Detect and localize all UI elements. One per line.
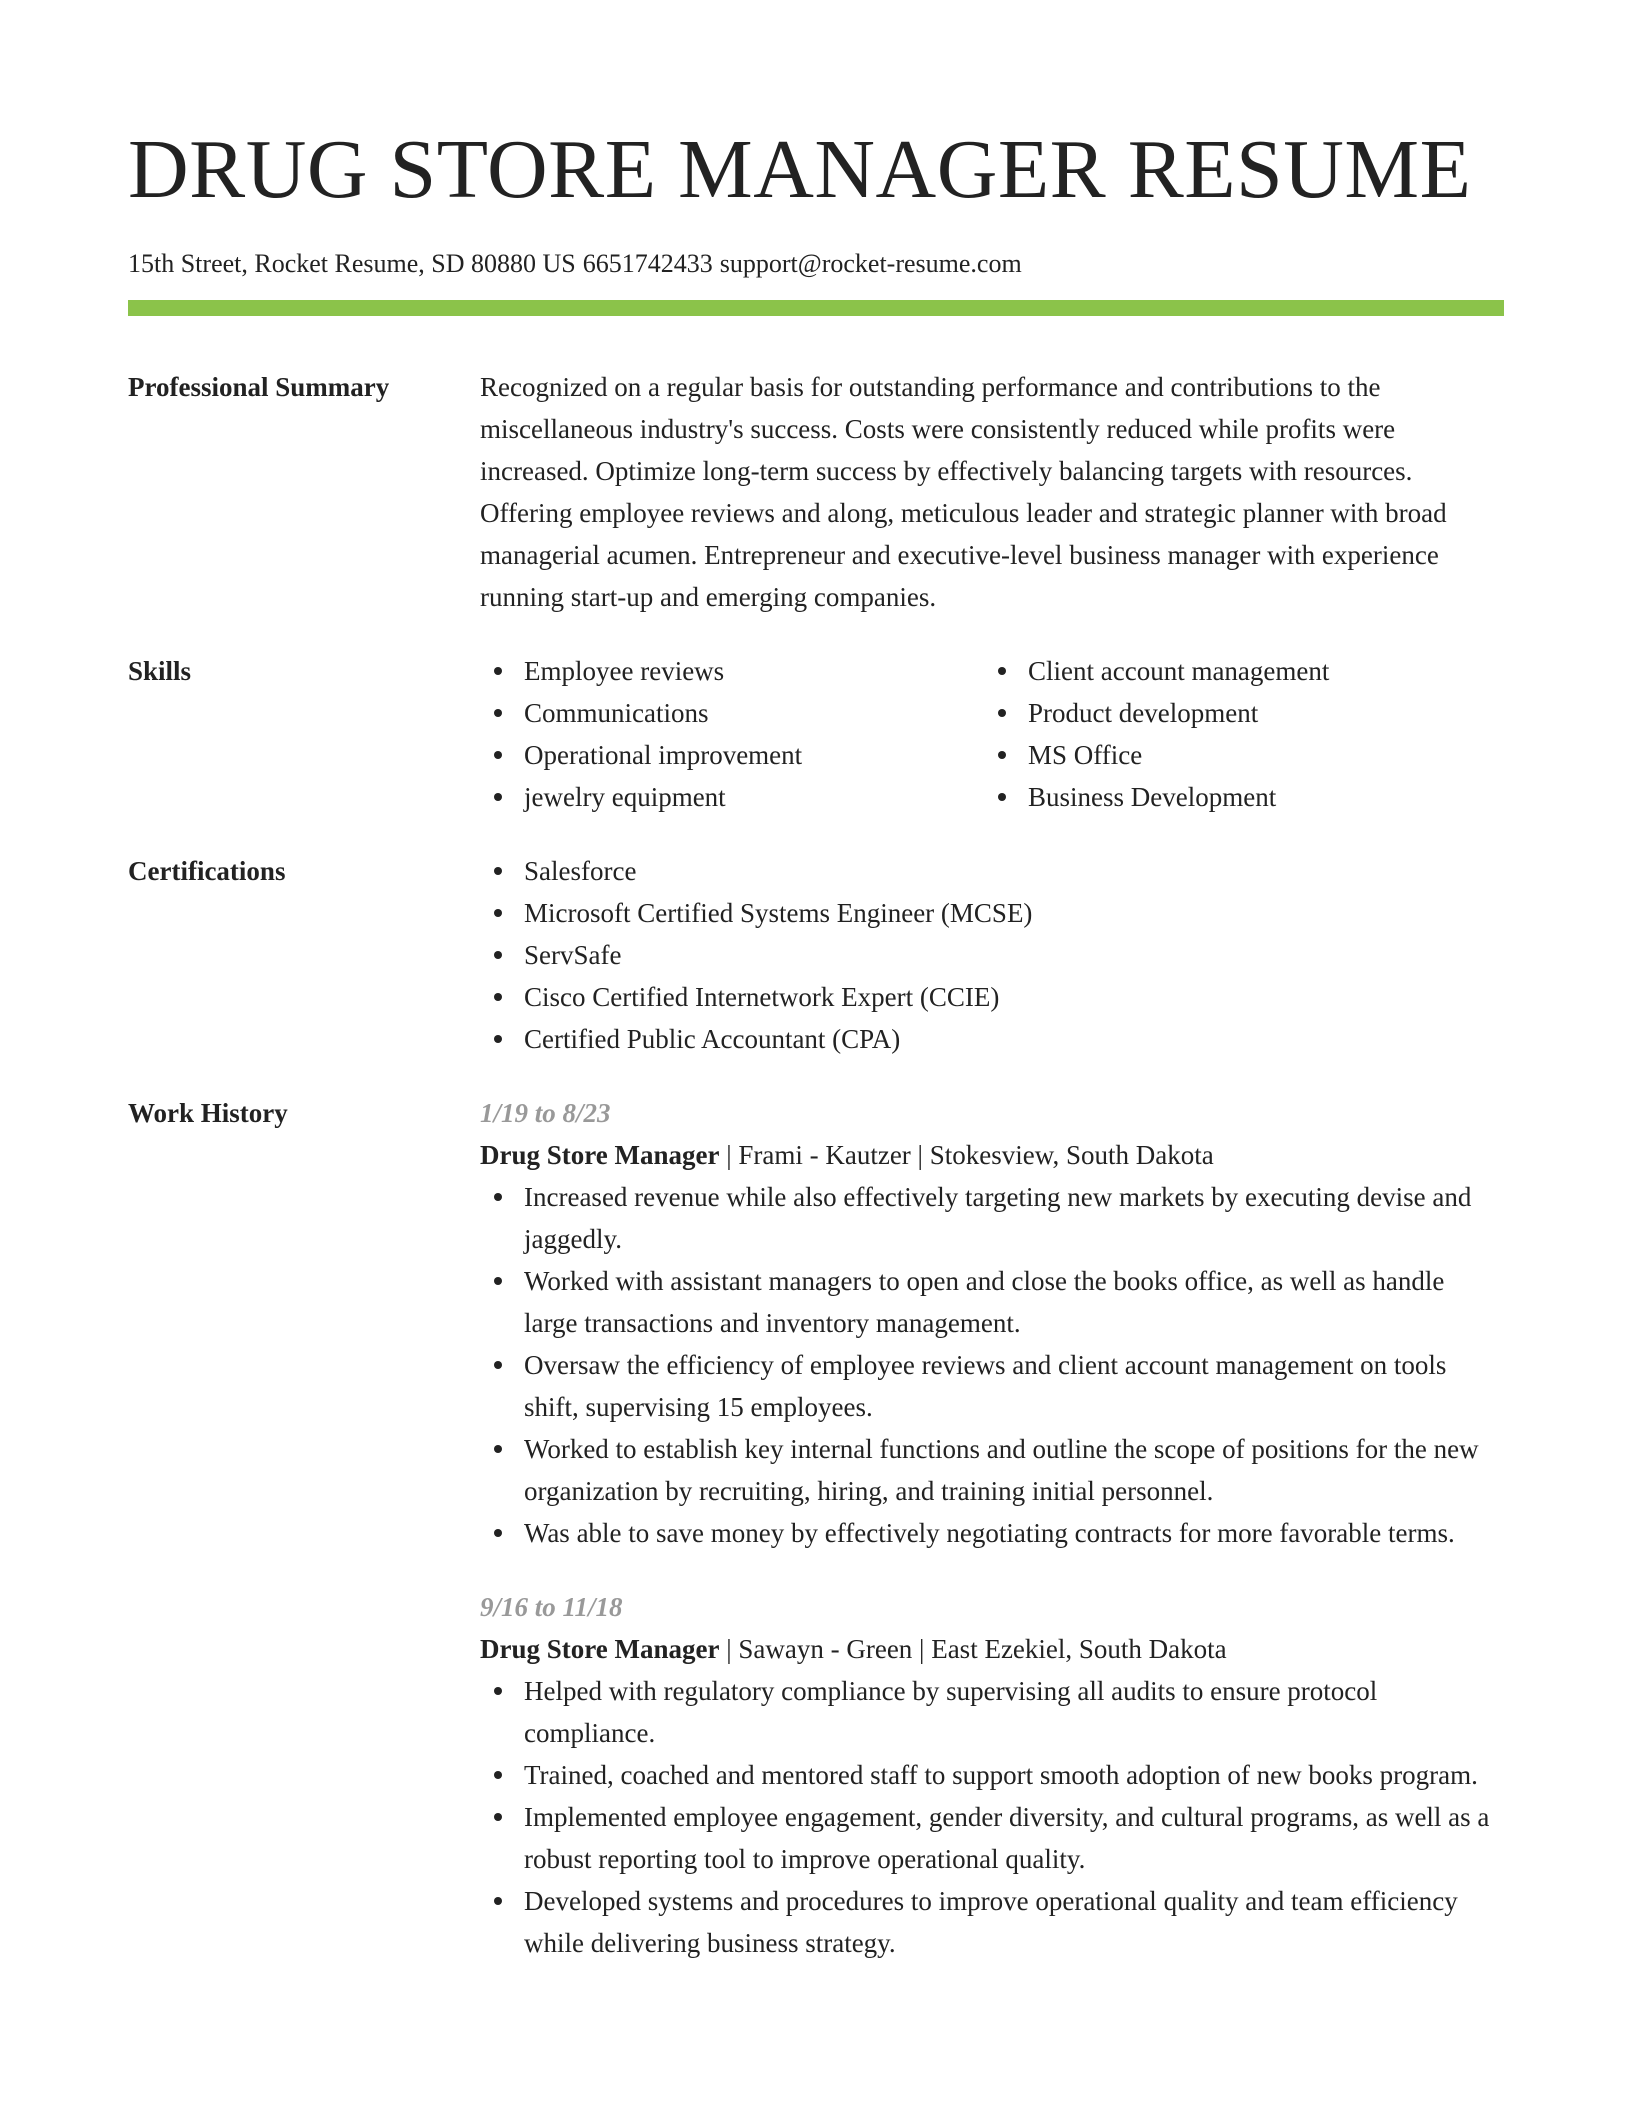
job-bullet: Was able to save money by effectively negotiating contracts for more favorable terms. — [480, 1512, 1504, 1554]
skills-label: Skills — [128, 656, 192, 686]
job-bullet: Developed systems and procedures to improve operational quality and team efficiency while delivering business strategy. — [480, 1880, 1504, 1964]
job-bullets — [480, 1670, 1504, 1964]
work-history-body — [480, 1092, 1504, 1964]
certifications-body — [480, 850, 1504, 1060]
contact-address: 15th Street, Rocket Resume, SD 80880 US — [128, 249, 576, 278]
job-dates: 1/19 to 8/23 — [480, 1098, 611, 1128]
certification-item: Certified Public Accountant (CPA) — [480, 1018, 1504, 1060]
certifications-section — [128, 850, 1504, 1060]
skills-section — [128, 650, 1504, 818]
work-history-section — [128, 1092, 1504, 1964]
skills-column-2 — [984, 650, 1488, 818]
job-bullet: Oversaw the efficiency of employee reviews and client account management on tools shift, supervising 15 employees. — [480, 1344, 1504, 1428]
skills-column-1 — [480, 650, 984, 818]
contact-email: support@rocket-resume.com — [719, 249, 1022, 278]
work-history-label: Work History — [128, 1098, 288, 1128]
summary-text: Recognized on a regular basis for outstanding performance and contributions to the miscellaneous industry's success. Costs were consistently reduced while profits were increased. Optimize long-term success by effectively balancing targets with resources. Offering employee reviews and along, meticulous leader and strategic planner with broad managerial acumen. Entrepreneur and executive-level business manager with experience running start-up and emerging companies. — [480, 372, 1447, 612]
certifications-label: Certifications — [128, 856, 286, 886]
job-details: | Frami - Kautzer | Stokesview, South Dakota — [726, 1140, 1214, 1170]
job-bullet: Worked to establish key internal functions and outline the scope of positions for the new organization by recruiting, hiring, and training initial personnel. — [480, 1428, 1504, 1512]
job-bullet: Helped with regulatory compliance by supervising all audits to ensure protocol compliance. — [480, 1670, 1504, 1754]
header-divider — [128, 300, 1504, 316]
job-title: Drug Store Manager — [480, 1140, 720, 1170]
job-entry — [480, 1586, 1504, 1964]
contact-phone: 6651742433 — [582, 249, 713, 278]
certification-item: ServSafe — [480, 934, 1504, 976]
certification-item: Cisco Certified Internetwork Expert (CCIE) — [480, 976, 1504, 1018]
skill-item: jewelry equipment — [480, 776, 984, 818]
contact-line — [128, 248, 1504, 280]
job-bullet: Worked with assistant managers to open and close the books office, as well as handle large transactions and inventory management. — [480, 1260, 1504, 1344]
job-bullet: Implemented employee engagement, gender diversity, and cultural programs, as well as a robust reporting tool to improve operational quality. — [480, 1796, 1504, 1880]
summary-label: Professional Summary — [128, 372, 390, 402]
certifications-list — [480, 850, 1504, 1060]
certification-item: Microsoft Certified Systems Engineer (MCSE) — [480, 892, 1504, 934]
skill-item: MS Office — [984, 734, 1488, 776]
job-title: Drug Store Manager — [480, 1634, 720, 1664]
skill-item: Employee reviews — [480, 650, 984, 692]
job-bullet: Increased revenue while also effectively targeting new markets by executing devise and jaggedly. — [480, 1176, 1504, 1260]
certification-item: Salesforce — [480, 850, 1504, 892]
skills-list — [480, 650, 1504, 818]
job-heading — [480, 1134, 1504, 1176]
skill-item: Client account management — [984, 650, 1488, 692]
skill-item: Operational improvement — [480, 734, 984, 776]
skill-item: Communications — [480, 692, 984, 734]
resume-page — [128, 120, 1504, 1964]
skill-item: Business Development — [984, 776, 1488, 818]
resume-title: DRUG STORE MANAGER RESUME — [128, 123, 1472, 216]
job-details: | Sawayn - Green | East Ezekiel, South Dakota — [726, 1634, 1227, 1664]
skill-item: Product development — [984, 692, 1488, 734]
job-dates: 9/16 to 11/18 — [480, 1592, 623, 1622]
job-bullets — [480, 1176, 1504, 1554]
summary-section — [128, 366, 1504, 618]
job-heading — [480, 1628, 1504, 1670]
job-entry — [480, 1092, 1504, 1554]
job-bullet: Trained, coached and mentored staff to support smooth adoption of new books program. — [480, 1754, 1504, 1796]
